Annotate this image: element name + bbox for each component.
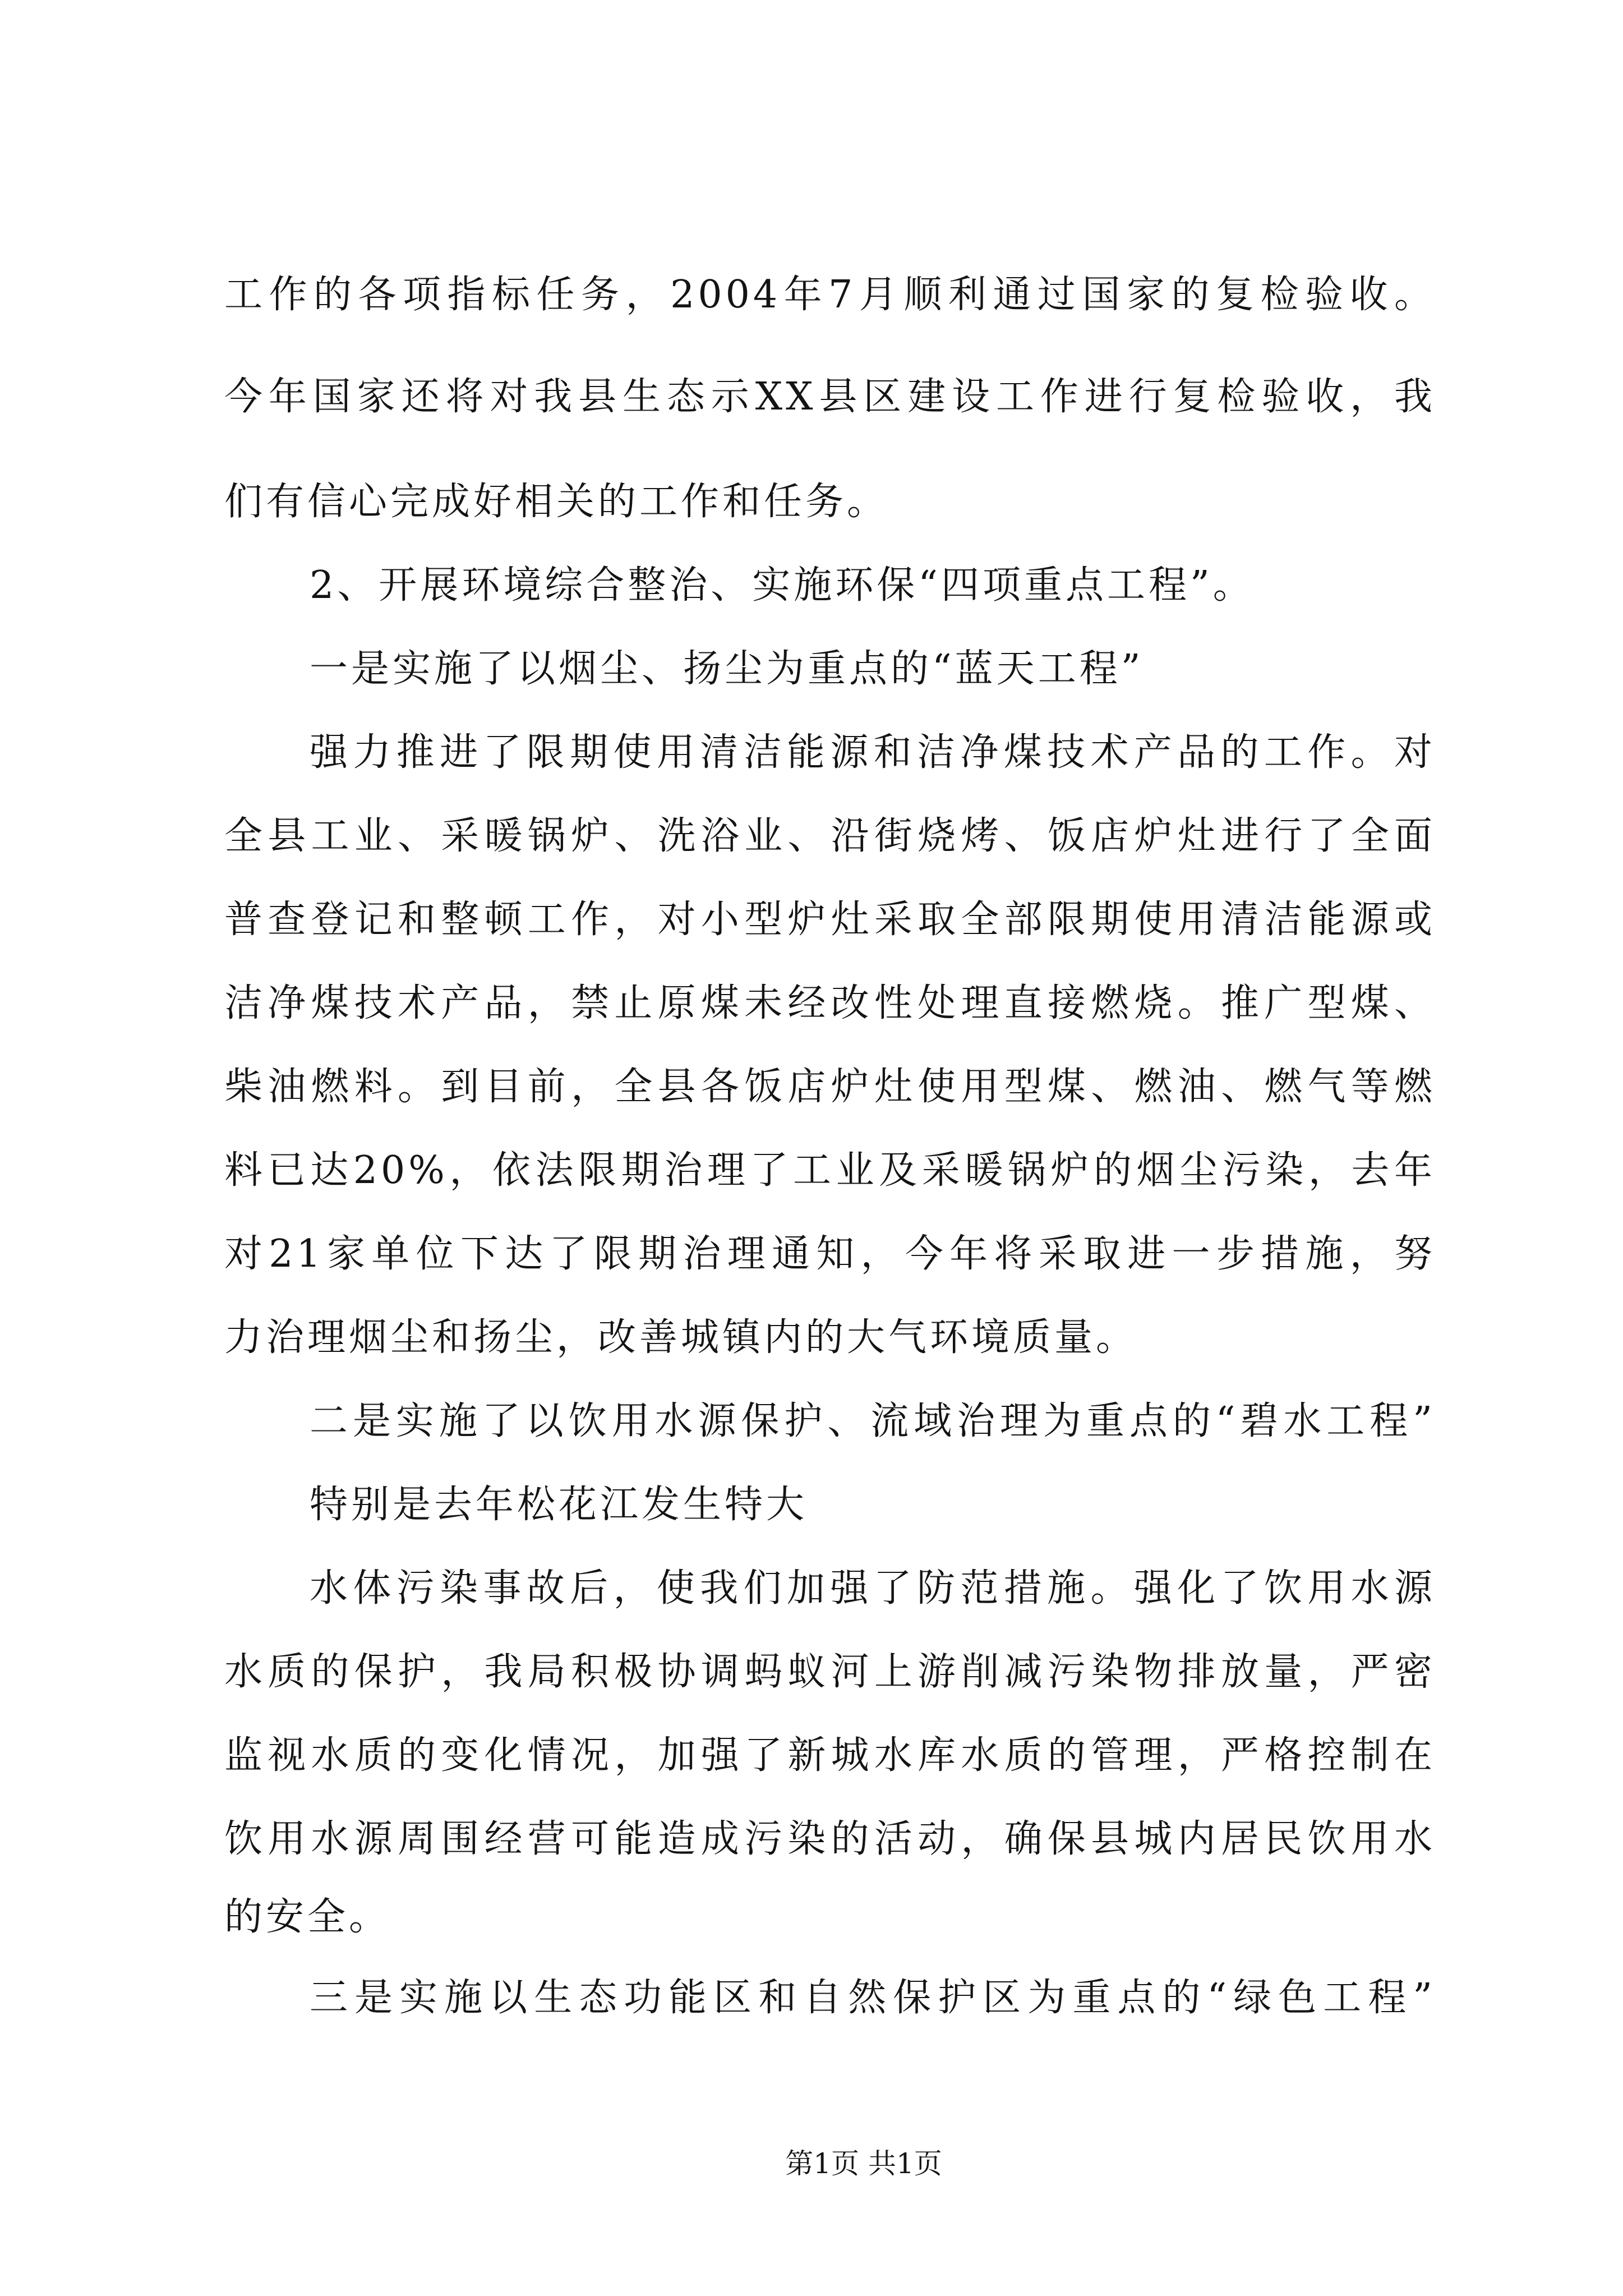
subsection-heading: 二是实施了以饮用水源保护、流域治理为重点的“碧水工程”: [310, 1399, 1436, 1443]
text-line: 普查登记和整顿工作，对小型炉灶采取全部限期使用清洁能源或: [224, 898, 1436, 942]
text-line: 工作的各项指标任务，2004年7月顺利通过国家的复检验收。: [224, 273, 1436, 317]
text-line: 料已达20%，依法限期治理了工业及采暖锅炉的烟尘污染，去年: [224, 1148, 1436, 1193]
subsection-heading: 三是实施以生态功能区和自然保护区为重点的“绿色工程”: [310, 1976, 1436, 2020]
text-line: 饮用水源周围经营可能造成污染的活动，确保县城内居民饮用水: [224, 1817, 1436, 1861]
section-heading: 2、开展环境综合整治、实施环保“四项重点工程”。: [310, 563, 1255, 608]
subsection-heading: 一是实施了以烟尘、扬尘为重点的“蓝天工程”: [310, 647, 1144, 691]
text-line: 洁净煤技术产品，禁止原煤未经改性处理直接燃烧。推广型煤、: [224, 981, 1436, 1025]
text-line: 的安全。: [224, 1895, 391, 1939]
text-line: 们有信心完成好相关的工作和任务。: [224, 480, 889, 524]
text-line: 力治理烟尘和扬尘，改善城镇内的大气环境质量。: [224, 1315, 1138, 1360]
text-line: 强力推进了限期使用清洁能源和洁净煤技术产品的工作。对: [310, 730, 1436, 775]
text-line: 监视水质的变化情况，加强了新城水库水质的管理，严格控制在: [224, 1733, 1436, 1778]
text-line: 水质的保护，我局积极协调蚂蚁河上游削减污染物排放量，严密: [224, 1650, 1436, 1694]
text-line: 全县工业、采暖锅炉、洗浴业、沿街烧烤、饭店炉灶进行了全面: [224, 814, 1436, 858]
text-line: 对21家单位下达了限期治理通知，今年将采取进一步措施，努: [224, 1232, 1436, 1276]
text-line: 柴油燃料。到目前，全县各饭店炉灶使用型煤、燃油、燃气等燃: [224, 1065, 1436, 1109]
page-footer: 第1页 共1页: [785, 2147, 942, 2180]
text-line: 水体污染事故后，使我们加强了防范措施。强化了饮用水源: [310, 1566, 1436, 1611]
text-line: 特别是去年松花江发生特大: [310, 1483, 808, 1527]
text-line: 今年国家还将对我县生态示XX县区建设工作进行复检验收，我: [224, 375, 1436, 419]
